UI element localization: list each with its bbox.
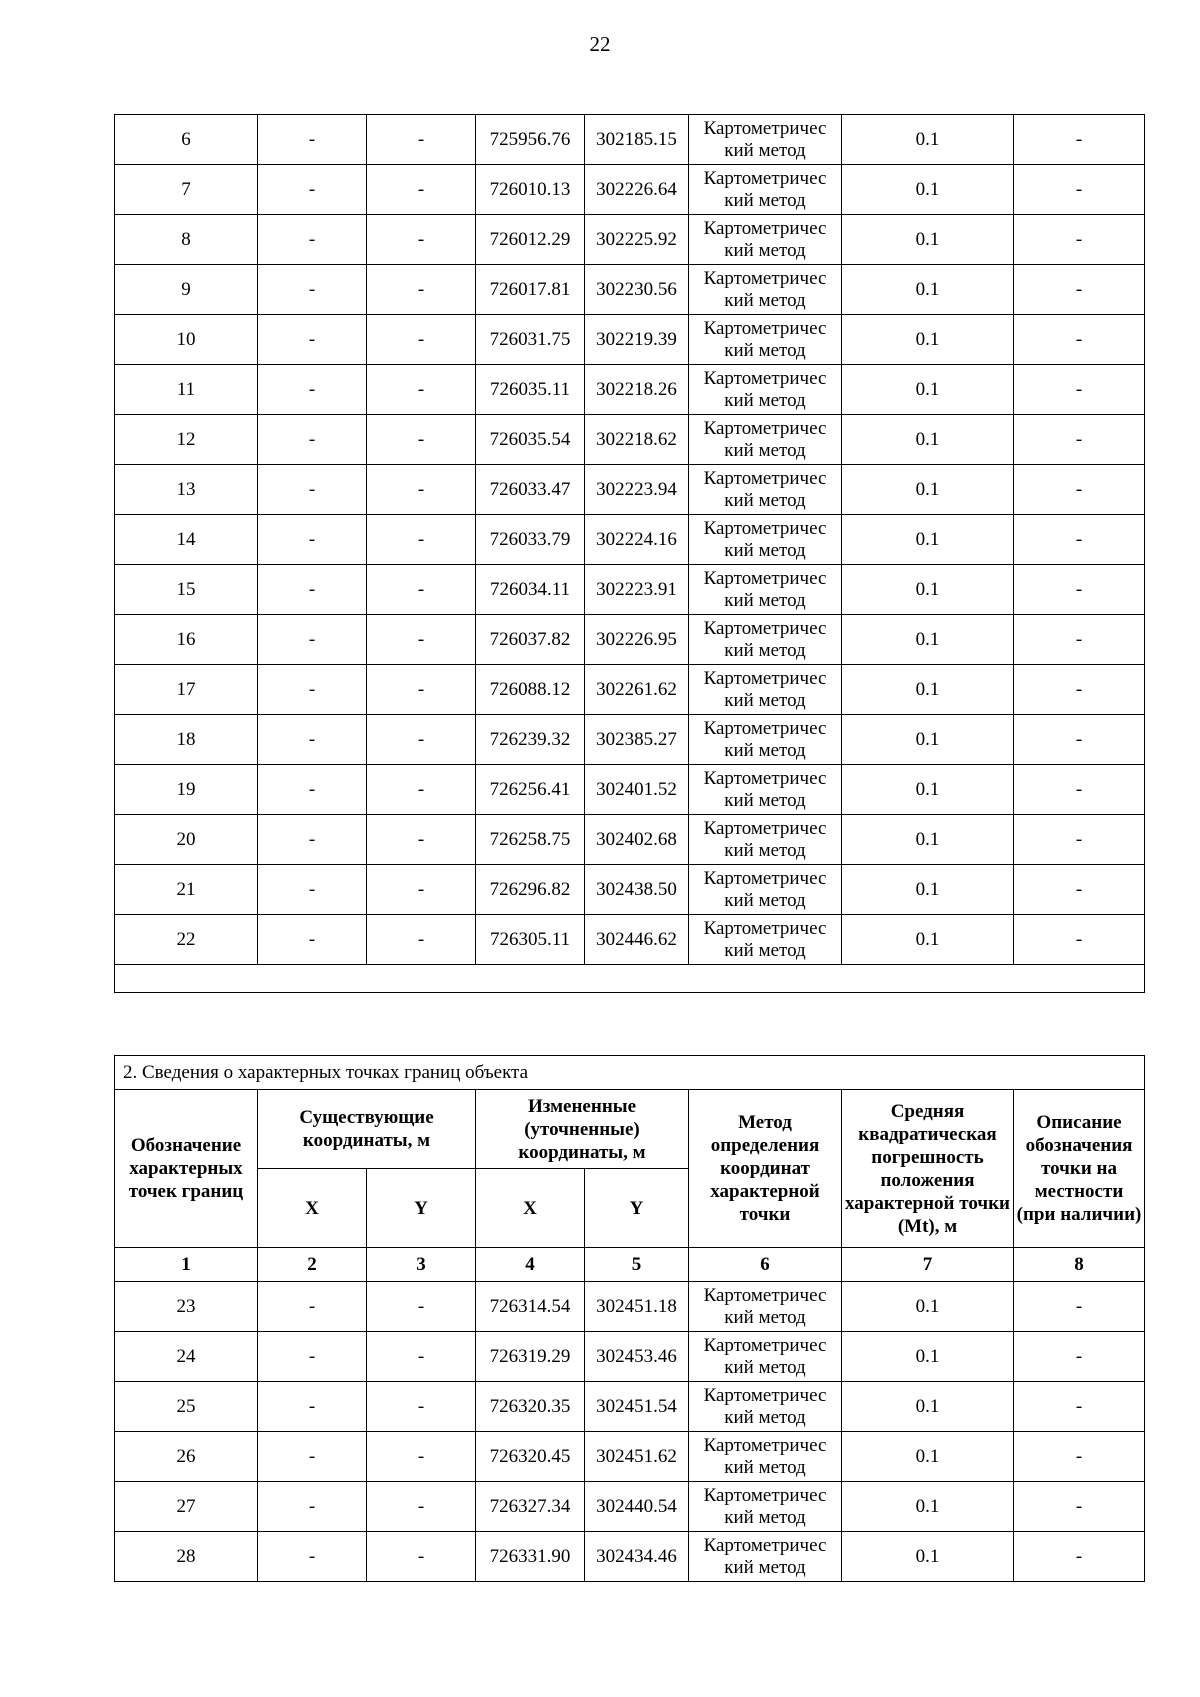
table-row xyxy=(115,765,1145,815)
cell-existing-y: - xyxy=(367,165,476,215)
cell-existing-y: - xyxy=(367,515,476,565)
cell-mean-error: 0.1 xyxy=(842,165,1014,215)
cell-y: 302451.54 xyxy=(585,1382,689,1432)
cell-existing-y: - xyxy=(367,115,476,165)
table-row xyxy=(115,1532,1145,1582)
boundary-points-table xyxy=(114,1055,1145,1582)
page-number: 22 xyxy=(589,32,611,56)
cell-description: - xyxy=(1014,415,1145,465)
cell-existing-x: - xyxy=(258,115,367,165)
cell-existing-x: - xyxy=(258,1532,367,1582)
cell-existing-x: - xyxy=(258,1382,367,1432)
table-row xyxy=(115,315,1145,365)
cell-existing-x: - xyxy=(258,865,367,915)
table-body xyxy=(115,1056,1145,1582)
cell-method: Картометричес кий метод xyxy=(689,1532,842,1582)
cell-mean-error: 0.1 xyxy=(842,715,1014,765)
cell-mean-error: 0.1 xyxy=(842,515,1014,565)
cell-x: 726305.11 xyxy=(476,915,585,965)
table-caption: 2. Сведения о характерных точках границ объекта xyxy=(115,1056,1145,1090)
cell-point-number: 10 xyxy=(115,315,258,365)
table-row xyxy=(115,665,1145,715)
cell-y: 302453.46 xyxy=(585,1332,689,1382)
table-row xyxy=(115,365,1145,415)
cell-description: - xyxy=(1014,1332,1145,1382)
cell-description: - xyxy=(1014,1482,1145,1532)
cell-method: Картометричес кий метод xyxy=(689,365,842,415)
cell-method: Картометричес кий метод xyxy=(689,1382,842,1432)
cell-method: Картометричес кий метод xyxy=(689,1332,842,1382)
cell-existing-x: - xyxy=(258,715,367,765)
cell-mean-error: 0.1 xyxy=(842,1332,1014,1382)
table-row xyxy=(115,565,1145,615)
cell-mean-error: 0.1 xyxy=(842,315,1014,365)
cell-y: 302401.52 xyxy=(585,765,689,815)
cell-x: 726017.81 xyxy=(476,265,585,315)
cell-x: 726031.75 xyxy=(476,315,585,365)
cell-point-number: 20 xyxy=(115,815,258,865)
cell-existing-x: - xyxy=(258,915,367,965)
cell-method: Картометричес кий метод xyxy=(689,815,842,865)
cell-existing-x: - xyxy=(258,215,367,265)
cell-description: - xyxy=(1014,165,1145,215)
cell-x: 726320.35 xyxy=(476,1382,585,1432)
cell-mean-error: 0.1 xyxy=(842,615,1014,665)
cell-method: Картометричес кий метод xyxy=(689,415,842,465)
cell-point-number: 22 xyxy=(115,915,258,965)
table-row xyxy=(115,465,1145,515)
cell-existing-y: - xyxy=(367,1482,476,1532)
cell-existing-y: - xyxy=(367,1382,476,1432)
cell-existing-x: - xyxy=(258,365,367,415)
cell-description: - xyxy=(1014,215,1145,265)
cell-x: 726327.34 xyxy=(476,1482,585,1532)
table-row xyxy=(115,515,1145,565)
cell-point-number: 11 xyxy=(115,365,258,415)
cell-existing-y: - xyxy=(367,815,476,865)
cell-description: - xyxy=(1014,765,1145,815)
cell-existing-x: - xyxy=(258,1332,367,1382)
cell-mean-error: 0.1 xyxy=(842,415,1014,465)
cell-existing-y: - xyxy=(367,465,476,515)
header-mean-error: Средняя квадратическая погрешность положения характерной точки (Mt), м xyxy=(842,1090,1014,1248)
cell-mean-error: 0.1 xyxy=(842,265,1014,315)
cell-description: - xyxy=(1014,815,1145,865)
cell-y: 302451.62 xyxy=(585,1432,689,1482)
cell-description: - xyxy=(1014,1432,1145,1482)
cell-point-number: 9 xyxy=(115,265,258,315)
cell-existing-x: - xyxy=(258,615,367,665)
cell-existing-y: - xyxy=(367,665,476,715)
cell-existing-x: - xyxy=(258,1432,367,1482)
cell-method: Картометричес кий метод xyxy=(689,865,842,915)
column-number: 2 xyxy=(258,1248,367,1282)
cell-x: 726239.32 xyxy=(476,715,585,765)
table-row xyxy=(115,865,1145,915)
cell-point-number: 15 xyxy=(115,565,258,615)
cell-method: Картометричес кий метод xyxy=(689,115,842,165)
cell-mean-error: 0.1 xyxy=(842,465,1014,515)
cell-description: - xyxy=(1014,1382,1145,1432)
cell-point-number: 6 xyxy=(115,115,258,165)
cell-existing-x: - xyxy=(258,465,367,515)
cell-mean-error: 0.1 xyxy=(842,365,1014,415)
cell-point-number: 27 xyxy=(115,1482,258,1532)
cell-point-number: 25 xyxy=(115,1382,258,1432)
cell-description: - xyxy=(1014,515,1145,565)
cell-existing-x: - xyxy=(258,265,367,315)
cell-existing-x: - xyxy=(258,415,367,465)
cell-point-number: 12 xyxy=(115,415,258,465)
cell-method: Картометричес кий метод xyxy=(689,715,842,765)
cell-y: 302218.26 xyxy=(585,365,689,415)
table-row xyxy=(115,1432,1145,1482)
table-row xyxy=(115,165,1145,215)
cell-x: 726037.82 xyxy=(476,615,585,665)
cell-description: - xyxy=(1014,1532,1145,1582)
cell-point-number: 13 xyxy=(115,465,258,515)
cell-existing-x: - xyxy=(258,1282,367,1332)
cell-mean-error: 0.1 xyxy=(842,815,1014,865)
cell-existing-x: - xyxy=(258,665,367,715)
coordinates-table-continued xyxy=(114,114,1145,993)
cell-y: 302185.15 xyxy=(585,115,689,165)
cell-y: 302434.46 xyxy=(585,1532,689,1582)
table-row xyxy=(115,1482,1145,1532)
cell-description: - xyxy=(1014,115,1145,165)
cell-mean-error: 0.1 xyxy=(842,115,1014,165)
cell-description: - xyxy=(1014,265,1145,315)
table-row xyxy=(115,1332,1145,1382)
cell-x: 726033.47 xyxy=(476,465,585,515)
cell-existing-y: - xyxy=(367,865,476,915)
cell-existing-y: - xyxy=(367,715,476,765)
cell-y: 302438.50 xyxy=(585,865,689,915)
cell-mean-error: 0.1 xyxy=(842,665,1014,715)
header-existing-y: Y xyxy=(367,1169,476,1248)
cell-existing-y: - xyxy=(367,365,476,415)
cell-description: - xyxy=(1014,915,1145,965)
table-row xyxy=(115,215,1145,265)
cell-x: 726033.79 xyxy=(476,515,585,565)
cell-y: 302440.54 xyxy=(585,1482,689,1532)
column-number: 6 xyxy=(689,1248,842,1282)
cell-existing-y: - xyxy=(367,315,476,365)
cell-existing-x: - xyxy=(258,315,367,365)
cell-existing-y: - xyxy=(367,765,476,815)
cell-point-number: 7 xyxy=(115,165,258,215)
cell-point-number: 21 xyxy=(115,865,258,915)
cell-y: 302223.94 xyxy=(585,465,689,515)
cell-existing-x: - xyxy=(258,765,367,815)
header-point-designation: Обозначение характерных точек границ xyxy=(115,1090,258,1248)
cell-point-number: 16 xyxy=(115,615,258,665)
header-changed-coordinates: Измененные (уточненные) координаты, м xyxy=(476,1090,689,1169)
cell-existing-y: - xyxy=(367,1332,476,1382)
cell-mean-error: 0.1 xyxy=(842,1382,1014,1432)
cell-description: - xyxy=(1014,865,1145,915)
cell-x: 725956.76 xyxy=(476,115,585,165)
cell-point-number: 23 xyxy=(115,1282,258,1332)
cell-x: 726314.54 xyxy=(476,1282,585,1332)
cell-method: Картометричес кий метод xyxy=(689,765,842,815)
cell-x: 726035.11 xyxy=(476,365,585,415)
table-row xyxy=(115,815,1145,865)
cell-existing-x: - xyxy=(258,515,367,565)
cell-x: 726296.82 xyxy=(476,865,585,915)
cell-description: - xyxy=(1014,715,1145,765)
cell-method: Картометричес кий метод xyxy=(689,565,842,615)
cell-x: 726258.75 xyxy=(476,815,585,865)
cell-x: 726010.13 xyxy=(476,165,585,215)
cell-method: Картометричес кий метод xyxy=(689,615,842,665)
header-method: Метод определения координат характерной точки xyxy=(689,1090,842,1248)
cell-method: Картометричес кий метод xyxy=(689,515,842,565)
cell-x: 726088.12 xyxy=(476,665,585,715)
cell-existing-y: - xyxy=(367,1532,476,1582)
header-existing-x: X xyxy=(258,1169,367,1248)
cell-mean-error: 0.1 xyxy=(842,915,1014,965)
cell-description: - xyxy=(1014,315,1145,365)
cell-existing-x: - xyxy=(258,165,367,215)
cell-description: - xyxy=(1014,365,1145,415)
cell-x: 726256.41 xyxy=(476,765,585,815)
column-number: 4 xyxy=(476,1248,585,1282)
cell-method: Картометричес кий метод xyxy=(689,1432,842,1482)
cell-y: 302224.16 xyxy=(585,515,689,565)
cell-mean-error: 0.1 xyxy=(842,1532,1014,1582)
cell-mean-error: 0.1 xyxy=(842,765,1014,815)
cell-description: - xyxy=(1014,1282,1145,1332)
cell-x: 726331.90 xyxy=(476,1532,585,1582)
cell-y: 302223.91 xyxy=(585,565,689,615)
cell-method: Картометричес кий метод xyxy=(689,215,842,265)
empty-row xyxy=(115,965,1145,993)
cell-y: 302261.62 xyxy=(585,665,689,715)
cell-mean-error: 0.1 xyxy=(842,1482,1014,1532)
cell-description: - xyxy=(1014,615,1145,665)
cell-point-number: 19 xyxy=(115,765,258,815)
header-description: Описание обозначения точки на местности (при наличии) xyxy=(1014,1090,1145,1248)
cell-description: - xyxy=(1014,465,1145,515)
cell-point-number: 28 xyxy=(115,1532,258,1582)
cell-mean-error: 0.1 xyxy=(842,1282,1014,1332)
cell-x: 726034.11 xyxy=(476,565,585,615)
cell-method: Картометричес кий метод xyxy=(689,315,842,365)
header-existing-coordinates: Существующие координаты, м xyxy=(258,1090,476,1169)
cell-y: 302219.39 xyxy=(585,315,689,365)
cell-existing-y: - xyxy=(367,615,476,665)
cell-existing-y: - xyxy=(367,565,476,615)
cell-method: Картометричес кий метод xyxy=(689,165,842,215)
cell-y: 302385.27 xyxy=(585,715,689,765)
cell-point-number: 18 xyxy=(115,715,258,765)
cell-y: 302226.95 xyxy=(585,615,689,665)
cell-existing-y: - xyxy=(367,215,476,265)
cell-existing-y: - xyxy=(367,915,476,965)
cell-y: 302218.62 xyxy=(585,415,689,465)
cell-mean-error: 0.1 xyxy=(842,565,1014,615)
cell-y: 302446.62 xyxy=(585,915,689,965)
cell-point-number: 26 xyxy=(115,1432,258,1482)
cell-y: 302225.92 xyxy=(585,215,689,265)
cell-y: 302451.18 xyxy=(585,1282,689,1332)
cell-method: Картометричес кий метод xyxy=(689,915,842,965)
cell-existing-y: - xyxy=(367,1282,476,1332)
column-number: 3 xyxy=(367,1248,476,1282)
header-changed-y: Y xyxy=(585,1169,689,1248)
cell-point-number: 24 xyxy=(115,1332,258,1382)
table-row xyxy=(115,1382,1145,1432)
cell-y: 302230.56 xyxy=(585,265,689,315)
table-row xyxy=(115,915,1145,965)
table-row xyxy=(115,1282,1145,1332)
cell-method: Картометричес кий метод xyxy=(689,1482,842,1532)
cell-method: Картометричес кий метод xyxy=(689,665,842,715)
cell-y: 302226.64 xyxy=(585,165,689,215)
cell-description: - xyxy=(1014,565,1145,615)
cell-method: Картометричес кий метод xyxy=(689,1282,842,1332)
cell-mean-error: 0.1 xyxy=(842,865,1014,915)
table-body xyxy=(115,115,1145,993)
cell-x: 726012.29 xyxy=(476,215,585,265)
cell-method: Картометричес кий метод xyxy=(689,265,842,315)
cell-existing-x: - xyxy=(258,815,367,865)
header-changed-x: X xyxy=(476,1169,585,1248)
cell-existing-y: - xyxy=(367,415,476,465)
cell-point-number: 8 xyxy=(115,215,258,265)
column-number: 5 xyxy=(585,1248,689,1282)
cell-existing-x: - xyxy=(258,565,367,615)
table-row xyxy=(115,265,1145,315)
cell-existing-y: - xyxy=(367,1432,476,1482)
table-row xyxy=(115,615,1145,665)
cell-method: Картометричес кий метод xyxy=(689,465,842,515)
cell-x: 726320.45 xyxy=(476,1432,585,1482)
column-number: 8 xyxy=(1014,1248,1145,1282)
column-number: 1 xyxy=(115,1248,258,1282)
cell-existing-y: - xyxy=(367,265,476,315)
column-numbers-row xyxy=(115,1248,1145,1282)
table-row xyxy=(115,115,1145,165)
empty-cell xyxy=(115,965,1145,993)
cell-mean-error: 0.1 xyxy=(842,1432,1014,1482)
column-number: 7 xyxy=(842,1248,1014,1282)
cell-mean-error: 0.1 xyxy=(842,215,1014,265)
table-row xyxy=(115,715,1145,765)
cell-description: - xyxy=(1014,665,1145,715)
cell-y: 302402.68 xyxy=(585,815,689,865)
cell-x: 726035.54 xyxy=(476,415,585,465)
table-row xyxy=(115,415,1145,465)
cell-x: 726319.29 xyxy=(476,1332,585,1382)
cell-point-number: 14 xyxy=(115,515,258,565)
cell-point-number: 17 xyxy=(115,665,258,715)
cell-existing-x: - xyxy=(258,1482,367,1532)
